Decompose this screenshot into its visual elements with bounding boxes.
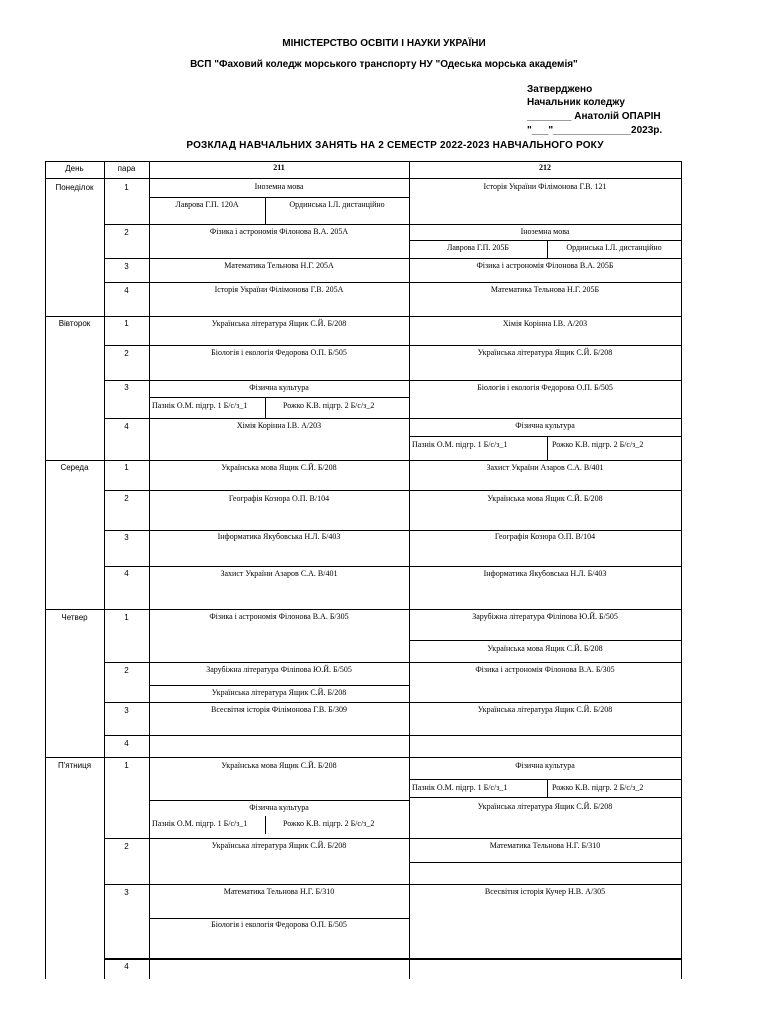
lesson-cell: Математика Тельнова Н.Г. Б/310 <box>489 841 601 850</box>
pair-number: 4 <box>124 422 129 431</box>
lesson-cell: Зарубіжна література Філіпова Ю.Й. Б/505 <box>472 612 618 621</box>
lesson-cell: Українська мова Ящик С.Й. Б/208 <box>221 761 337 770</box>
pair-number: 2 <box>124 494 129 503</box>
lesson-cell: Біологія і екологія Федорова О.П. Б/505 <box>477 383 613 392</box>
header-para: пара <box>117 164 136 173</box>
lesson-cell: Українська література Ящик С.Й. Б/208 <box>477 802 613 811</box>
lesson-cell: Українська література Ящик С.Й. Б/208 <box>477 705 613 714</box>
lesson-cell: Пазнік О.М. підгр. 1 Б/с/з_1 <box>152 401 248 410</box>
lesson-cell: Українська мова Ящик С.Й. Б/208 <box>487 494 603 503</box>
lesson-cell: Рожко К.В. підгр. 2 Б/с/з_2 <box>552 440 644 449</box>
approval-line-4: "___"______________2023р. <box>527 125 663 136</box>
lesson-cell: Всесвітня історія Філімонова Г.В. Б/309 <box>210 705 347 714</box>
ministry-title: МІНІСТЕРСТВО ОСВІТИ І НАУКИ УКРАЇНИ <box>282 38 486 49</box>
pair-number: 3 <box>124 888 129 897</box>
lesson-cell: Фізика і астрономія Філонова В.А. Б/305 <box>209 612 349 621</box>
lesson-cell: Українська література Ящик С.Й. Б/208 <box>211 319 347 328</box>
day-monday: Понеділок <box>55 183 94 192</box>
lesson-cell: Фізична культура <box>249 803 309 812</box>
pair-number: 3 <box>124 706 129 715</box>
lesson-cell: Фізична культура <box>515 421 575 430</box>
pair-number: 3 <box>124 262 129 271</box>
header-group-212: 212 <box>539 163 551 172</box>
pair-number: 2 <box>124 349 129 358</box>
pair-number: 2 <box>124 666 129 675</box>
lesson-cell: Ординська І.Л. дистанційно <box>289 200 385 209</box>
pair-number: 1 <box>124 463 129 472</box>
lesson-cell: Географія Козюра О.П. В/104 <box>228 494 330 503</box>
lesson-cell: Фізика і астрономія Філонова В.А. Б/305 <box>475 665 615 674</box>
lesson-cell: Іноземна мова <box>254 182 304 191</box>
lesson-cell: Математика Тельнова Н.Г. 205Б <box>490 285 600 294</box>
lesson-cell: Рожко К.В. підгр. 2 Б/с/з_2 <box>552 783 644 792</box>
pair-number: 4 <box>124 286 129 295</box>
pair-number: 4 <box>124 569 129 578</box>
lesson-cell: Фізика і астрономія Філонова В.А. 205Б <box>476 261 614 270</box>
lesson-cell: Біологія і екологія Федорова О.П. Б/505 <box>211 920 347 929</box>
schedule-title: РОЗКЛАД НАВЧАЛЬНИХ ЗАНЯТЬ НА 2 СЕМЕСТР 2022-2023 НАВЧАЛЬНОГО РОКУ <box>186 140 604 151</box>
lesson-cell: Фізична культура <box>249 383 309 392</box>
lesson-cell: Інформатика Якубовська Н.Л. Б/403 <box>217 532 341 541</box>
pair-number: 1 <box>124 613 129 622</box>
lesson-cell: Історія України Філімонова Г.В. 121 <box>483 182 607 191</box>
lesson-cell: Лаврова Г.П. 120А <box>175 200 239 209</box>
college-name: ВСП "Фаховий коледж морського транспорту НУ "Одеська морська академія" <box>190 59 578 70</box>
lesson-cell: Іноземна мова <box>520 227 570 236</box>
lesson-cell: Пазнік О.М. підгр. 1 Б/с/з_1 <box>412 783 508 792</box>
pair-number: 2 <box>124 228 129 237</box>
day-thursday: Четвер <box>61 613 88 622</box>
lesson-cell: Біологія і екологія Федорова О.П. Б/505 <box>211 348 347 357</box>
approval-line-2: Начальник коледжу <box>527 97 625 108</box>
pair-number: 2 <box>124 842 129 851</box>
pair-number: 1 <box>124 761 129 770</box>
header-group-211: 211 <box>273 163 285 172</box>
day-tuesday: Вівторок <box>58 319 91 328</box>
lesson-cell: Пазнік О.М. підгр. 1 Б/с/з_1 <box>412 440 508 449</box>
lesson-cell: Географія Козюра О.П. В/104 <box>494 532 596 541</box>
lesson-cell: Українська література Ящик С.Й. Б/208 <box>211 841 347 850</box>
lesson-cell: Рожко К.В. підгр. 2 Б/с/з_2 <box>283 819 375 828</box>
pair-number: 3 <box>124 383 129 392</box>
lesson-cell: Захист України Азаров С.А. В/401 <box>220 569 338 578</box>
approval-line-1: Затверджено <box>527 84 593 95</box>
pair-number: 4 <box>124 962 129 971</box>
day-friday: П'ятниця <box>57 761 92 770</box>
lesson-cell: Математика Тельнова Н.Г. Б/310 <box>223 887 335 896</box>
lesson-cell: Українська література Ящик С.Й. Б/208 <box>211 688 347 697</box>
header-day: День <box>65 164 84 173</box>
lesson-cell: Фізична культура <box>515 761 575 770</box>
pair-number: 4 <box>124 739 129 748</box>
approval-line-3: ________ Анатолій ОПАРІН <box>527 111 661 122</box>
lesson-cell: Українська мова Ящик С.Й. Б/208 <box>487 644 603 653</box>
lesson-cell: Математика Тельнова Н.Г. 205А <box>224 261 334 270</box>
lesson-cell: Хімія Корінна І.В. А/203 <box>236 421 322 430</box>
lesson-cell: Українська мова Ящик С.Й. Б/208 <box>221 463 337 472</box>
lesson-cell: Всесвітня історія Кучер Н.В. А/305 <box>484 887 606 896</box>
lesson-cell: Рожко К.В. підгр. 2 Б/с/з_2 <box>283 401 375 410</box>
lesson-cell: Українська література Ящик С.Й. Б/208 <box>477 348 613 357</box>
lesson-cell: Історія України Філімонова Г.В. 205А <box>214 285 344 294</box>
pair-number: 1 <box>124 319 129 328</box>
lesson-cell: Зарубіжна література Філіпова Ю.Й. Б/505 <box>206 665 352 674</box>
lesson-cell: Пазнік О.М. підгр. 1 Б/с/з_1 <box>152 819 248 828</box>
pair-number: 3 <box>124 533 129 542</box>
lesson-cell: Ординська І.Л. дистанційно <box>566 243 662 252</box>
day-wednesday: Середа <box>60 463 89 472</box>
lesson-cell: Фізика і астрономія Філонова В.А. 205А <box>209 227 349 236</box>
pair-number: 1 <box>124 183 129 192</box>
lesson-cell: Хімія Корінна І.В. А/203 <box>502 319 588 328</box>
lesson-cell: Захист України Азаров С.А. В/401 <box>486 463 604 472</box>
lesson-cell: Лаврова Г.П. 205Б <box>446 243 510 252</box>
lesson-cell: Інформатика Якубовська Н.Л. Б/403 <box>483 569 607 578</box>
